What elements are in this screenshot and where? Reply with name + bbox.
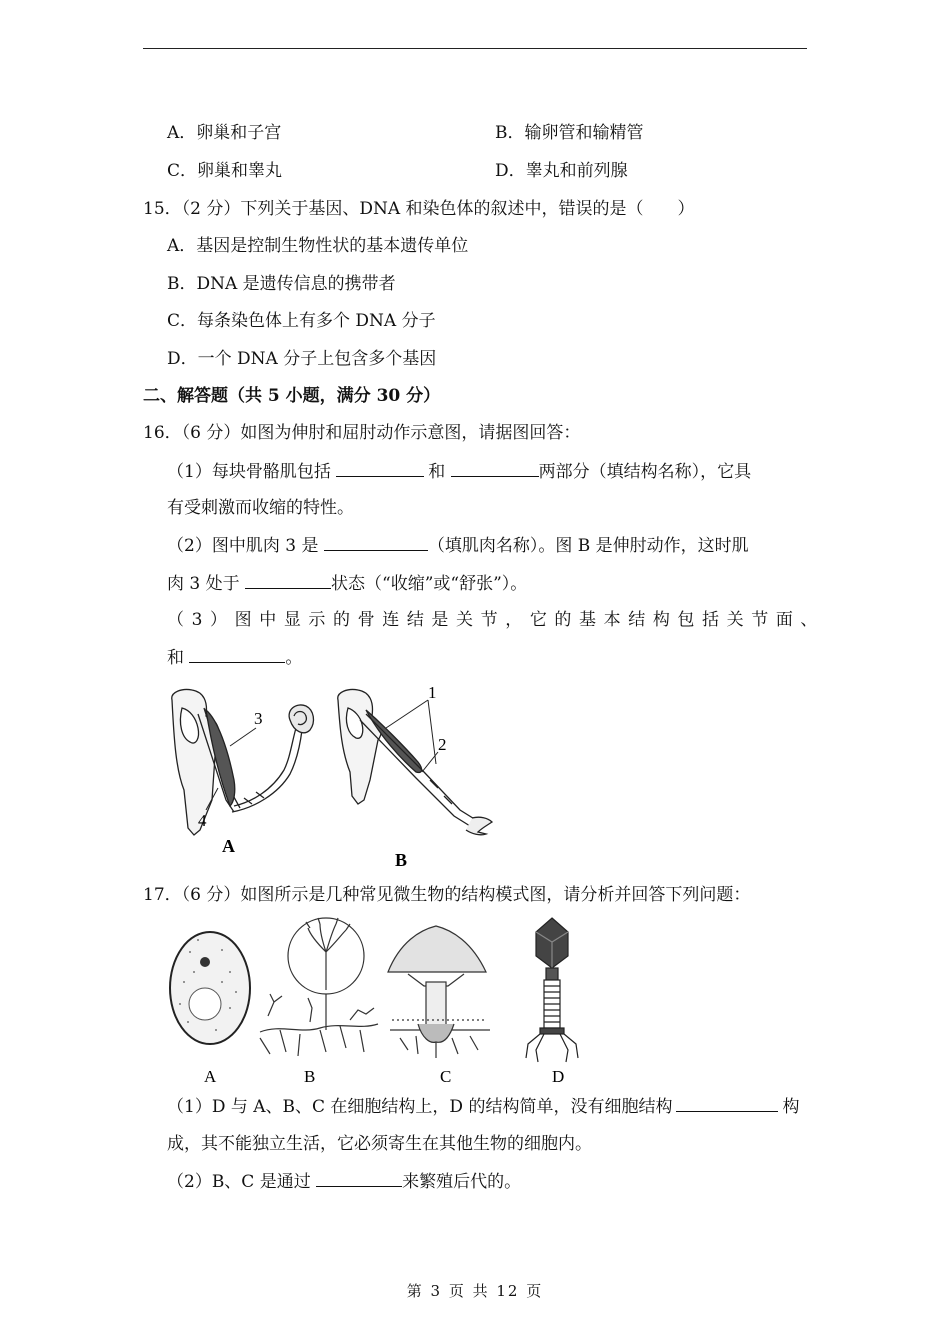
q16-part2-line2-text-b: 状态（“收缩”或“舒张”）。 bbox=[331, 574, 528, 594]
q15-option-a: A．基因是控制生物性状的基本遗传单位 bbox=[167, 236, 469, 256]
answer-blank[interactable] bbox=[189, 646, 285, 663]
q16-part1 bbox=[167, 460, 751, 483]
q14-option-a: A．卵巢和子宫 bbox=[167, 123, 282, 143]
q16-part2-line2-text-a: 肉 3 处于 bbox=[167, 574, 246, 594]
mushroom-drawing bbox=[388, 926, 490, 1058]
q17-stem: 17．（6 分）如图所示是几种常见微生物的结构模式图，请分析并回答下列问题： bbox=[143, 885, 751, 905]
q16-part1-text-b: 和 bbox=[428, 462, 451, 482]
q17-part1-text-b: 构 bbox=[782, 1097, 800, 1117]
q17-part1-text-a: （1）D 与 A、B、C 在细胞结构上，D 的结构简单，没有细胞结构 bbox=[167, 1097, 673, 1117]
leader-line-1a bbox=[386, 700, 428, 728]
q16-part2-text-a: （2）图中肌肉 3 是 bbox=[167, 536, 324, 556]
q17-part1-line2: 成，其不能独立生活，它必须寄生在其他生物的细胞内。 bbox=[167, 1134, 592, 1154]
q14-option-b: B．输卵管和输精管 bbox=[495, 123, 644, 143]
q15-option-c: C．每条染色体上有多个 DNA 分子 bbox=[167, 311, 436, 331]
q17-part2-text-b: 来繁殖后代的。 bbox=[402, 1172, 522, 1192]
answer-blank[interactable] bbox=[676, 1095, 778, 1112]
answer-blank[interactable] bbox=[316, 1170, 402, 1187]
q16-part3-line2-text-b: 。 bbox=[285, 648, 303, 668]
mold-drawing bbox=[260, 918, 378, 1056]
microbe-label-c: C bbox=[440, 1067, 452, 1086]
q16-part2 bbox=[167, 534, 749, 557]
q16-part1-text-a: （1）每块骨骼肌包括 bbox=[167, 462, 337, 482]
q16-part3: （3）图中显示的骨连结是关节，它的基本结构包括关节面、 bbox=[167, 610, 826, 630]
q16-part1-text-c: 两部分（填结构名称），它具 bbox=[538, 462, 752, 482]
q14-option-d: D．睾丸和前列腺 bbox=[495, 161, 628, 181]
microbes-figure bbox=[160, 912, 620, 1092]
arm-label-3: 3 bbox=[254, 709, 263, 728]
arm-flex-extend-figure bbox=[160, 680, 520, 870]
q17-part2-text-a: （2）B、C 是通过 bbox=[167, 1172, 317, 1192]
leader-line-3 bbox=[230, 728, 256, 746]
arm-figure-b bbox=[338, 689, 492, 834]
arm-figure-a bbox=[172, 689, 314, 835]
header-rule bbox=[143, 48, 807, 49]
q16-part2-line2 bbox=[167, 572, 527, 595]
q17-part2 bbox=[167, 1170, 521, 1193]
q16-part2-text-b: （填肌肉名称）。图 B 是伸肘动作，这时肌 bbox=[427, 536, 749, 556]
q16-stem: 16．（6 分）如图为伸肘和屈肘动作示意图，请据图回答： bbox=[143, 423, 581, 443]
yeast-cell-drawing bbox=[170, 932, 250, 1044]
answer-blank[interactable] bbox=[245, 572, 331, 589]
figure-label-b: B bbox=[395, 850, 408, 870]
q15-option-d: D．一个 DNA 分子上包含多个基因 bbox=[167, 349, 437, 369]
q15-stem: 15．（2 分）下列关于基因、DNA 和染色体的叙述中，错误的是（ ） bbox=[143, 199, 695, 219]
arm-label-4: 4 bbox=[198, 811, 207, 830]
arm-label-1: 1 bbox=[428, 683, 437, 702]
microbe-label-a: A bbox=[204, 1067, 217, 1086]
q16-part3-line2 bbox=[167, 646, 302, 669]
section-title: 二、解答题（共 5 小题，满分 30 分） bbox=[143, 386, 441, 406]
microbe-label-b: B bbox=[304, 1067, 316, 1086]
q15-option-b: B．DNA 是遗传信息的携带者 bbox=[167, 274, 396, 294]
q17-part1 bbox=[167, 1095, 799, 1118]
q16-part3-line2-text-a: 和 bbox=[167, 648, 190, 668]
bacteriophage-drawing bbox=[526, 918, 578, 1062]
microbe-label-d: D bbox=[552, 1067, 565, 1086]
answer-blank[interactable] bbox=[336, 460, 424, 477]
answer-blank[interactable] bbox=[451, 460, 539, 477]
figure-label-a: A bbox=[222, 836, 235, 856]
answer-blank[interactable] bbox=[324, 534, 428, 551]
leader-line-1b bbox=[428, 700, 436, 764]
q16-part1-line2: 有受刺激而收缩的特性。 bbox=[167, 498, 354, 518]
page-footer: 第 3 页 共 12 页 bbox=[406, 1282, 544, 1300]
q14-option-c: C．卵巢和睾丸 bbox=[167, 161, 283, 181]
arm-label-2: 2 bbox=[438, 735, 447, 754]
